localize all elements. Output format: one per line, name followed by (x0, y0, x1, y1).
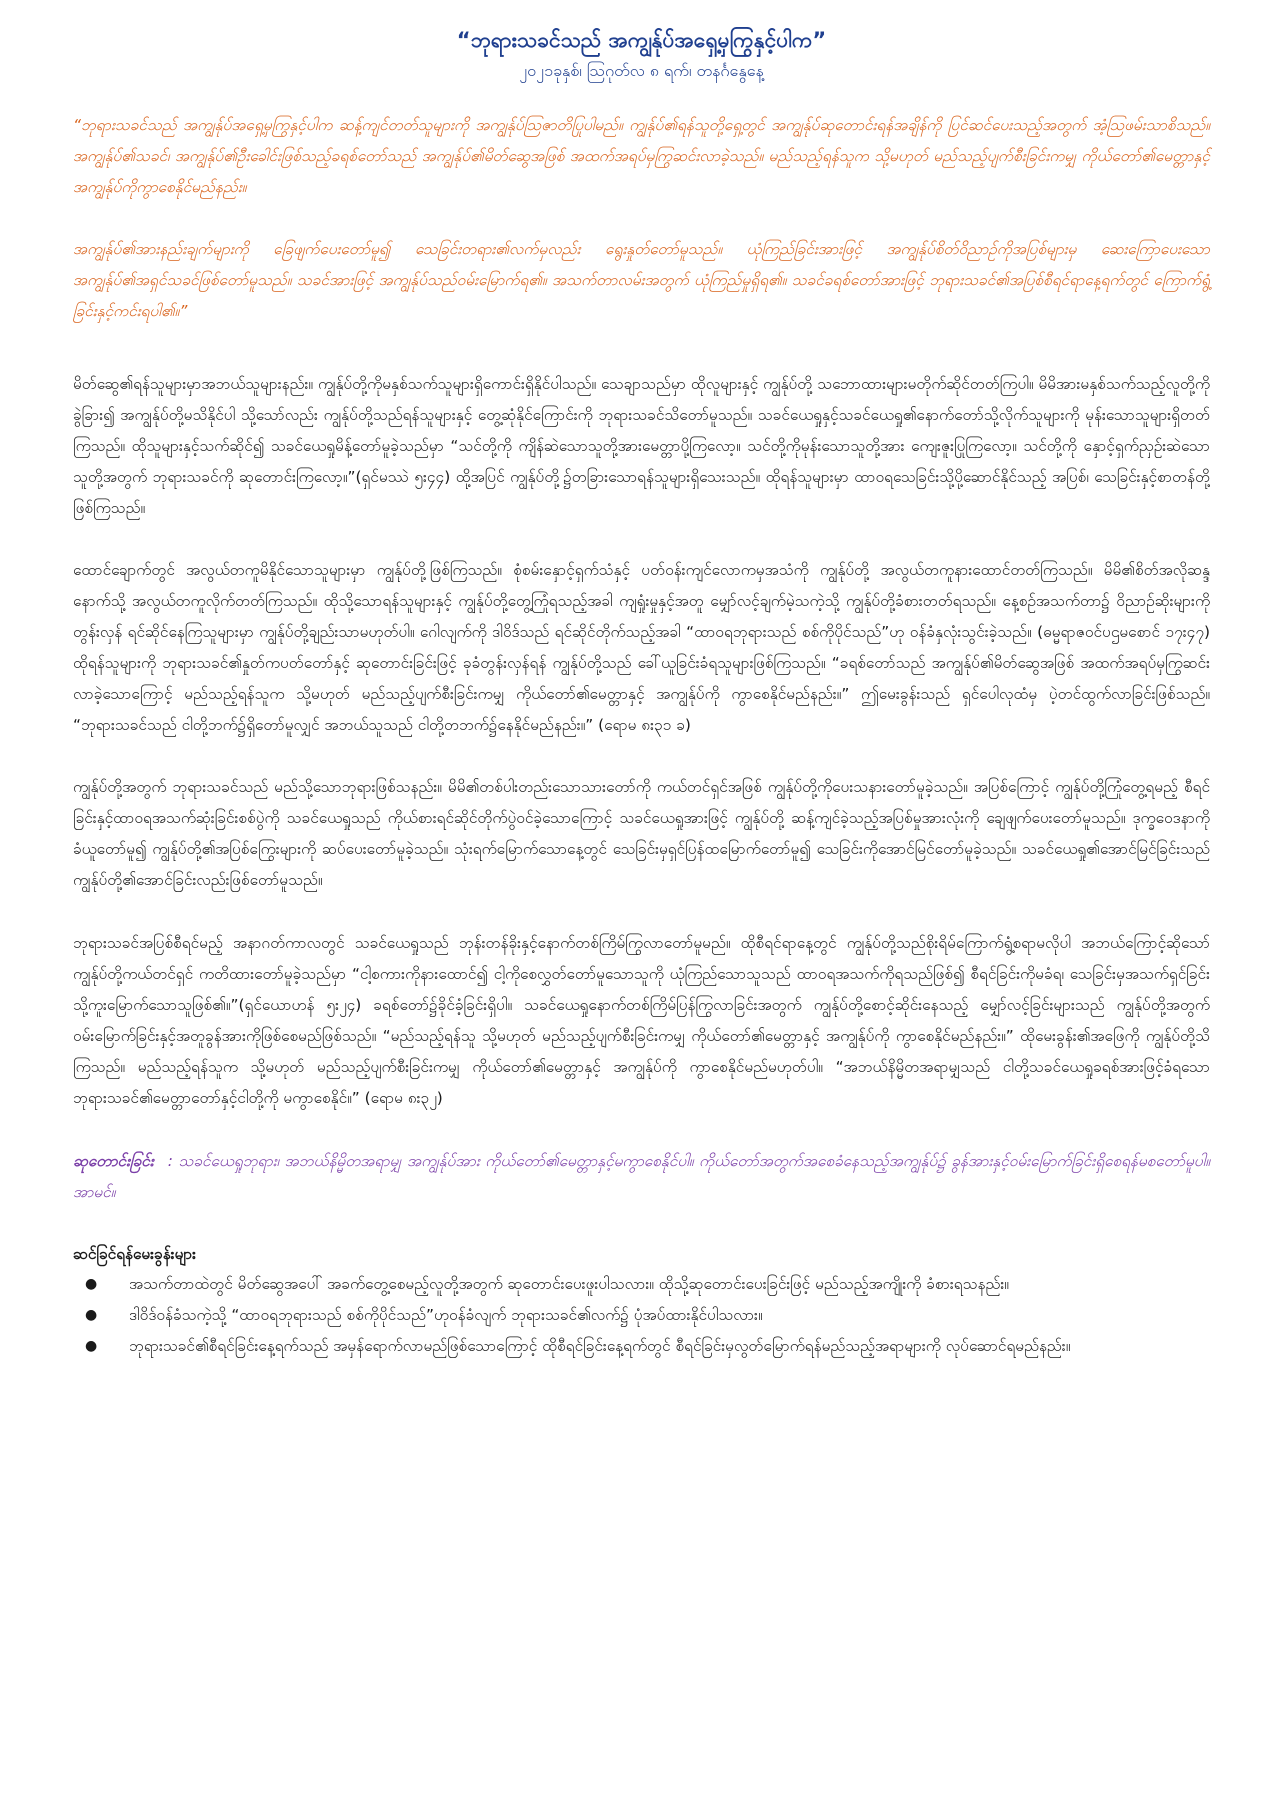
question-text: ဒါဝိဒ်ဝန်ခံသကဲ့သို့ “ထာဝရဘုရားသည် စစ်ကိုပိုင်သည်”ဟုဝန်ခံလျက် ဘုရားသခင်၏လက်၌ ပုံအပ်ထားနိုင်ပါသလား။ (129, 1306, 763, 1324)
question-text: ဘုရားသခင်၏စီရင်ခြင်းနေ့ရက်သည် အမှန်ရောက်လာမည်ဖြစ်သောကြောင့် ထိုစီရင်ခြင်းနေ့ရက်တွင် စီရင်ခြင်းမှလွတ်မြောက်ရန်မည်သည့်အရာများကို လုပ်ဆောင်ရမည်နည်း။ (129, 1337, 1071, 1355)
question-text: အသက်တာထဲတွင် မိတ်ဆွေအပေါ် အခက်တွေ့စေမည့်လူတို့အတွက် ဆုတောင်းပေးဖူးပါသလား။ ထိုသို့ဆုတောင်းပေးခြင်းဖြင့် မည်သည့်အကျိုးကို ခံစားရသနည်း။ (129, 1275, 1009, 1293)
prayer-label: ဆုတောင်းခြင်း (73, 1152, 154, 1170)
body-paragraph: မိတ်ဆွေ၏ရန်သူများမှာအဘယ်သူများနည်း။ ကျွန်ုပ်တို့ကိုမနှစ်သက်သူများရှိကောင်းရှိနိုင်ပါသည်။ သေချာသည်မှာ ထိုလူများနှင့် ကျွန်ုပ်တို့ သဘောထားများမတိုက်ဆိုင်တတ်ကြပါ။ မိမိအားမနှစ်သက်သည့်လူတို့ကိုခွဲခြား၍ အကျွန်ုပ်တို့မသိနိုင်ပါ သို့သော်လည်း ကျွန်ုပ်တို့သည်ရန်သူများနှင့် တွေ့ဆုံနိုင်ကြောင်းကို ဘုရားသခင်သိတော်မူသည်။ သခင်ယေရှုနှင့်သခင်ယေရှု၏နောက်တော်သို့လိုက်သူများကို မုန်းသောသူများရှိတတ်ကြသည်။ ထိုသူများနှင့်သက်ဆိုင်၍ သခင်ယေရှုမိန့်တော်မူခဲ့သည်မှာ “သင်တို့ကို ကျိန်ဆဲသောသူတို့အားမေတ္တာပို့ကြလော့။ သင်တို့ကိုမုန်းသောသူတို့အား ကျေးဇူးပြုကြလော့။ သင်တို့ကို နှောင့်ရှက်ညှဉ်းဆဲသောသူတို့အတွက် ဘုရားသခင်ကို ဆုတောင်းကြလော့။”(ရှင်မဿဲ ၅း၄၄) ထို့အပြင် ကျွန်ုပ်တို့၌တခြားသောရန်သူများရှိသေးသည်။ ထိုရန်သူများမှာ ထာဝရသေခြင်းသို့ပို့ဆောင်နိုင်သည့် အပြစ်၊ သေခြင်းနှင့်စာတန်တို့ဖြစ်ကြသည်။ (73, 375, 1210, 517)
question-item (85, 1300, 1210, 1331)
opening-quote-paragraph: အကျွန်ုပ်၏အားနည်းချက်များကို ခြေဖျက်ပေးတော်မူ၍ သေခြင်းတရား၏လက်မှလည်း ရွေးနှုတ်တော်မူသည်။ ယုံကြည်ခြင်းအားဖြင့် အကျွန်ုပ်စိတ်ဝိညာဉ်ကိုအပြစ်များမှ ဆေးကြောပေးသော အကျွန်ုပ်၏အရှင်သခင်ဖြစ်တော်မူသည်။ သခင်အားဖြင့် အကျွန်ုပ်သည်ဝမ်းမြောက်ရ၏။ အသက်တာလမ်းအတွက် ယုံကြည်မှုရှိရ၏။ သခင်ခရစ်တော်အားဖြင့် ဘုရားသခင်၏အပြစ်စီရင်ရာနေ့ရက်တွင် ကြောက်ရွံ့ခြင်းနှင့်ကင်းရပါ၏။” (73, 240, 1210, 320)
body-paragraph: ဘုရားသခင်အပြစ်စီရင်မည့် အနာဂတ်ကာလတွင် သခင်ယေရှုသည် ဘုန်းတန်ခိုးနှင့်နောက်တစ်ကြိမ်ကြွလာတော်မူမည်။ ထိုစီရင်ရာနေ့တွင် ကျွန်ုပ်တို့သည်စိုးရိမ်ကြောက်ရွံ့စရာမလိုပါ အဘယ်ကြောင့်ဆိုသော် ကျွန်ုပ်တို့ကယ်တင်ရှင် ကတိထားတော်မူခဲ့သည်မှာ “ငါ့စကားကိုနားထောင်၍ ငါ့ကိုစေလွှတ်တော်မူသောသူကို ယုံကြည်သောသူသည် ထာဝရအသက်ကိုရသည်ဖြစ်၍ စီရင်ခြင်းကိုမခံရ၊ သေခြင်းမှအသက်ရှင်ခြင်းသို့ကူးမြောက်သောသူဖြစ်၏။”(ရှင်ယောဟန် ၅း၂၄) ခရစ်တော်၌ခိုင်ခံ့ခြင်းရှိပါ။ သခင်ယေရှုနောက်တစ်ကြိမ်ပြန်ကြွလာခြင်းအတွက် ကျွန်ုပ်တို့စောင့်ဆိုင်းနေသည့် မျှော်လင့်ခြင်းများသည် ကျွန်ုပ်တို့အတွက် ဝမ်းမြောက်ခြင်းနှင့်အတူခွန်အားကိုဖြစ်စေမည်ဖြစ်သည်။ “မည်သည့်ရန်သူ သို့မဟုတ် မည်သည့်ပျက်စီးခြင်းကမျှ ကိုယ်တော်၏မေတ္တာနှင့် အကျွန်ုပ်ကို ကွာစေနိုင်မည်နည်း။” ထိုမေးခွန်း၏အဖြေကို ကျွန်ုပ်တို့သိကြသည်။ မည်သည့်ရန်သူက သို့မဟုတ် မည်သည့်ပျက်စီးခြင်းကမျှ ကိုယ်တော်၏မေတ္တာနှင့် အကျွန်ုပ်ကို ကွာစေနိုင်မည်မဟုတ်ပါ။ “အဘယ်နိမ္မိတအရာမျှသည် ငါတို့သခင်ယေရှုခရစ်အားဖြင့်ခံရသော ဘုရားသခင်၏မေတ္တာတော်နှင့်ငါတို့ကို မကွာစေနိုင်။” (ရောမ ၈း၃၂) (73, 934, 1210, 1107)
bullet-icon: ● (85, 1276, 98, 1292)
prayer-text: : သခင်ယေရှုဘုရား၊ အဘယ်နိမ္မိတအရာမျှ အကျွန်ုပ်အား ကိုယ်တော်၏မေတ္တာနှင့်မကွာစေနိုင်ပါ။ ကိုယ်တော်အတွက်အစေခံနေသည့်အကျွန်ုပ်၌ ခွန်အားနှင့်ဝမ်းမြောက်ခြင်းရှိစေရန်မစတော်မူပါ။ အာမင်။ (73, 1152, 1210, 1201)
date-line: ၂၀၂၁ခုနှစ်၊ ဩဂုတ်လ ၈ ရက်၊ တနင်္ဂနွေနေ့ (519, 61, 764, 80)
questions-list (73, 1269, 1210, 1362)
bullet-icon: ● (85, 1307, 98, 1323)
question-item (85, 1269, 1210, 1300)
opening-quote-paragraph: “ဘုရားသခင်သည် အကျွန်ုပ်အရှေ့မှကြွနှင့်ပါက ဆန့်ကျင်တတ်သူများကို အကျွန်ုပ်ဩဇာတိပြုပါမည်။ ကျွန်ုပ်၏ရန်သူတို့ရှေ့တွင် အကျွန်ုပ်ဆုတောင်းရန်အချိန်ကို ပြင်ဆင်ပေးသည့်အတွက် အံ့သြဖမ်းသာစိသည်။ အကျွန်ုပ်၏သခင်၊ အကျွန်ုပ်၏ဦးခေါင်းဖြစ်သည့်ခရစ်တော်သည် အကျွန်ုပ်၏မိတ်ဆွေအဖြစ် အထက်အရပ်မှကြွဆင်းလာခဲ့သည်။ မည်သည့်ရန်သူက သို့မဟုတ် မည်သည့်ပျက်စီးခြင်းကမျှ ကိုယ်တော်၏မေတ္တာနှင့် အကျွန်ုပ်ကိုကွာစေနိုင်မည်နည်း။ (73, 116, 1210, 196)
body-paragraph: ကျွန်ုပ်တို့အတွက် ဘုရားသခင်သည် မည်သို့သောဘုရားဖြစ်သနည်း။ မိမိ၏တစ်ပါးတည်းသောသားတော်ကို ကယ်တင်ရှင်အဖြစ် ကျွန်ုပ်တို့ကိုပေးသနားတော်မူခဲ့သည်။ အပြစ်ကြောင့် ကျွန်ုပ်တို့ကြုံတွေ့ရမည့် စီရင်ခြင်းနှင့်ထာဝရအသက်ဆုံးခြင်းစစ်ပွဲကို သခင်ယေရှုသည် ကိုယ်စားရင်ဆိုင်တိုက်ပွဲဝင်ခဲ့သောကြောင့် သခင်ယေရှုအားဖြင့် ကျွန်ုပ်တို့ ဆန့်ကျင်ခဲ့သည့်အပြစ်မှုအားလုံးကို ချေဖျက်ပေးတော်မူသည်။ ဒုက္ခဝေဒနာကိုခံယူတော်မူ၍ ကျွန်ုပ်တို့၏အပြစ်ကြွေးများကို ဆပ်ပေးတော်မူခဲ့သည်။ သုံးရက်မြောက်သောနေ့တွင် သေခြင်းမှရှင်ပြန်ထမြောက်တော်မူ၍ သေခြင်းကိုအောင်မြင်တော်မူခဲ့သည်။ သခင်ယေရှု၏အောင်မြင်ခြင်းသည် ကျွန်ုပ်တို့၏အောင်ခြင်းလည်းဖြစ်တော်မူသည်။ (73, 778, 1210, 889)
body-paragraph: ထောင်ချောက်တွင် အလွယ်တကူမိနိုင်သောသူများမှာ ကျွန်ုပ်တို့ဖြစ်ကြသည်။ စုံစမ်းနှောင့်ရှက်သံနှင့် ပတ်ဝန်းကျင်လောကမှအသံကို ကျွန်ုပ်တို့ အလွယ်တကူနားထောင်တတ်ကြသည်။ မိမိ၏စိတ်အလိုဆန္ဒနောက်သို့ အလွယ်တကူလိုက်တတ်ကြသည်။ ထိုသို့သောရန်သူများနှင့် ကျွန်ုပ်တို့တွေ့ကြုံရသည့်အခါ ကျရှုံးမှုနှင့်အတူ မျှော်လင့်ချက်မဲ့သကဲ့သို့ ကျွန်ုပ်တို့ခံစားတတ်ရသည်။ နေ့စဉ်အသက်တာ၌ ဝိညာဉ်ဆိုးများကိုတွန်းလှန် ရင်ဆိုင်နေကြသူများမှာ ကျွန်ုပ်တို့ချည်းသာမဟုတ်ပါ။ ဂေါလျက်ကို ဒါဝိဒ်သည် ရင်ဆိုင်တိုက်သည့်အခါ “ထာဝရဘုရားသည် စစ်ကိုပိုင်သည်”ဟု ဝန်ခံနှလုံးသွင်းခဲ့သည်။ (ဓမ္မရာဇဝင်ပဌမစောင် ၁၇း၄၇) ထိုရန်သူများကို ဘုရားသခင်၏နှုတ်ကပတ်တော်နှင့် ဆုတောင်းခြင်းဖြင့် ခုခံတွန်းလှန်ရန် ကျွန်ုပ်တို့သည် ခေါ်ယူခြင်းခံရသူများဖြစ်ကြသည်။ “ခရစ်တော်သည် အကျွန်ုပ်၏မိတ်ဆွေအဖြစ် အထက်အရပ်မှကြွဆင်းလာခဲ့သောကြောင့် မည်သည့်ရန်သူက သို့မဟုတ် မည်သည့်ပျက်စီးခြင်းကမျှ ကိုယ်တော်၏မေတ္တာနှင့် အကျွန်ုပ်ကို ကွာစေနိုင်မည်နည်း။” ဤမေးခွန်းသည် ရှင်ပေါလုထံမှ ပဲ့တင်ထွက်လာခြင်းဖြစ်သည်။ “ဘုရားသခင်သည် ငါတို့ဘက်၌ရှိတော်မူလျှင် အဘယ်သူသည် ငါတို့တဘက်၌နေနိုင်မည်နည်း။” (ရောမ ၈း၃၁ ခ) (73, 561, 1210, 734)
bullet-icon: ● (85, 1338, 98, 1354)
prayer-block (73, 1146, 1210, 1208)
question-item (85, 1331, 1210, 1362)
questions-heading: ဆင်ခြင်ရန်မေးခွန်းများ (73, 1245, 197, 1263)
page-title: “ဘုရားသခင်သည် အကျွန်ုပ်အရှေ့မှကြွနှင့်ပါက” (456, 28, 827, 52)
